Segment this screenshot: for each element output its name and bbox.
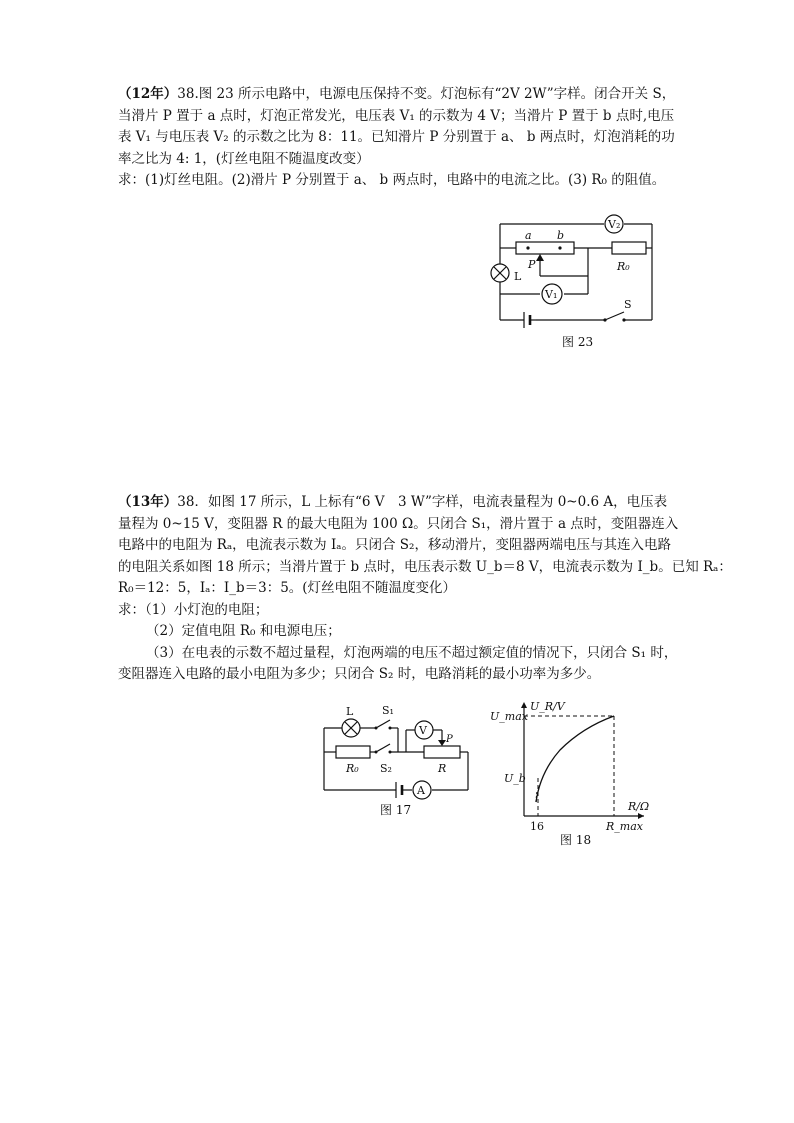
q13-line-4: 的电阻关系如图 18 所示；当滑片置于 b 点时，电压表示数 U_b＝8 V，电流表示数为 I_b。已知 Rₐ： [118,558,732,575]
q13-line-5: R₀＝12：5，Iₐ：I_b＝3：5。(灯丝电阻不随温度变化） [118,580,457,596]
figure-18 [488,698,658,850]
label-s: S [624,298,632,311]
q13-line-1: （13年）38．如图 17 所示，L 上标有“6 V 3 W”字样，电流表量程为 0~0.6 A，电压表 [118,494,668,510]
q13-line-3: 电路中的电阻为 Rₐ，电流表示数为 Iₐ。只闭合 S₂，移动滑片，变阻器两端电压与其连入电路 [118,537,671,553]
q13-line-9: 变阻器连入电路的最小电阻为多少；只闭合 S₂ 时，电路消耗的最小功率为多少。 [118,666,601,682]
q13-line-7: （2）定值电阻 R₀ 和电源电压； [146,623,341,639]
q12-line-5: 求：(1)灯丝电阻。(2)滑片 P 分别置于 a、 b 两点时，电路中的电流之比。(3) R₀ 的阻值。 [118,172,666,188]
label-p: P [528,258,536,271]
switch-s1-icon [375,727,378,730]
figure-17 [316,700,476,822]
q12-line-3: 表 V₁ 与电压表 V₂ 的示数之比为 8：11。已知滑片 P 分别置于 a、 b 两点时，灯泡消耗的功 [118,129,675,145]
question-13 [118,492,732,686]
label-b: b [557,229,565,242]
label-s1: S₁ [382,704,394,717]
q13-line-2: 量程为 0~15 V，变阻器 R 的最大电阻为 100 Ω。只闭合 S₁，滑片置于 a 点时，变阻器连入 [118,515,679,532]
q12-year: （12年） [118,86,178,102]
label-v: V [419,724,427,737]
y-axis-label: U_R/V [530,700,565,713]
label-ammeter: A [417,784,425,797]
caption-fig17: 图 17 [380,803,412,817]
question-12 [118,84,678,192]
caption-fig23: 图 23 [562,335,594,349]
label-l: L [346,705,354,718]
switch-s2-icon [375,751,378,754]
q12-line-1: （12年）38.图 23 所示电路中，电源电压保持不变。灯泡标有“2V 2W”字样。闭合开关 S， [118,86,676,102]
label-p: P [446,734,453,745]
label-r0: R₀ [346,762,359,775]
switch-icon [603,318,606,321]
label-v2: V₂ [608,218,621,231]
q13-year: （13年） [118,494,178,510]
q12-line-4: 率之比为 4: 1，(灯丝电阻不随温度改变） [118,150,370,167]
label-ub: U_b [504,772,526,785]
q13-line-6: 求：（1）小灯泡的电阻； [118,601,269,618]
label-a: a [525,229,532,242]
label-l: L [514,270,522,283]
q13-line-8: （3）在电表的示数不超过量程，灯泡两端的电压不超过额定值的情况下，只闭合 S₁ 时， [146,644,678,661]
label-s2: S₂ [380,762,392,775]
tick-16: 16 [530,820,544,833]
x-axis-label: R/Ω [628,800,650,813]
label-rmax: R_max [606,820,643,833]
label-umax: U_max [490,710,528,723]
label-v1: V₁ [545,288,558,301]
label-r: R [438,762,447,775]
curve-line [536,716,614,802]
q12-line-2: 当滑片 P 置于 a 点时，灯泡正常发光，电压表 V₁ 的示数为 4 V；当滑片 P 置于 b 点时,电压 [118,107,675,124]
label-r0: R₀ [617,260,630,273]
caption-fig18: 图 18 [560,833,592,847]
figure-23 [484,212,664,352]
